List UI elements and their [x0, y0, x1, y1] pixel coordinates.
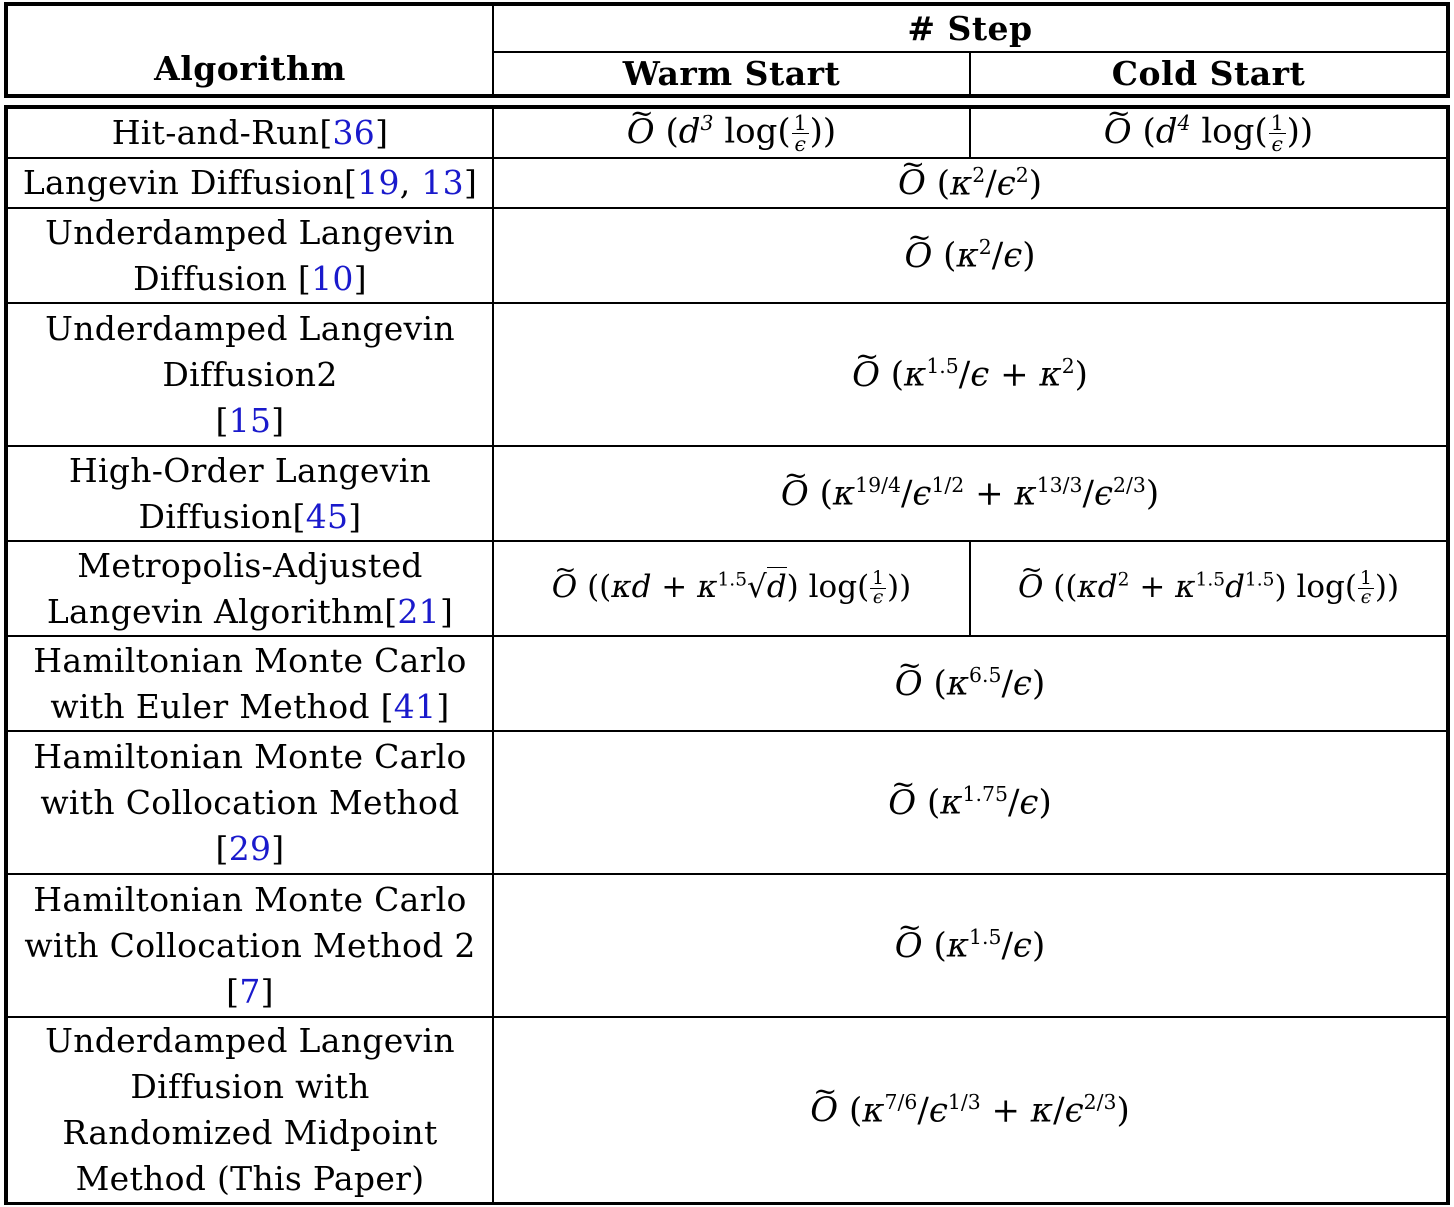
table-body — [4, 105, 1450, 1205]
citation-link[interactable]: 7 — [239, 971, 261, 1011]
table-row — [7, 541, 1447, 636]
citation-link[interactable]: 41 — [393, 686, 437, 726]
step-cell: ~ O $(\kappa^2/\epsilon^2)$ — [493, 158, 1447, 208]
step-cell: ~ O $(\kappa^{1.75}/\epsilon)$ — [493, 731, 1447, 874]
header-step: # Step — [493, 5, 1447, 52]
step-cell: ~ O $(\kappa^{19/4}/\epsilon^{1/2} + \kappa^{13/3}/\epsilon^{2/3})$ — [493, 446, 1447, 541]
algorithm-cell: Hamiltonian Monte Carlo with Euler Method [41] — [7, 636, 493, 731]
algorithm-cell: High-Order Langevin Diffusion[45] — [7, 446, 493, 541]
algorithm-cell: Metropolis-Adjusted Langevin Algorithm[21] — [7, 541, 493, 636]
table-row — [7, 1017, 1447, 1203]
warm-start-cell: ~ O ($(\kappa d + \kappa^{1.5}√d)$ log( $\frac{1}{\epsilon}$ )) — [493, 541, 970, 636]
warm-start-cell: ~ O ($d^3$ log( $\frac{1}{\epsilon}$ )) — [493, 108, 970, 158]
header-algorithm: Algorithm — [7, 5, 493, 95]
table-row — [7, 208, 1447, 303]
table-row — [7, 158, 1447, 208]
step-cell: ~ O $(\kappa^{7/6}/\epsilon^{1/3} + \kappa/\epsilon^{2/3})$ — [493, 1017, 1447, 1203]
header-cold-start: Cold Start — [970, 52, 1447, 95]
citation-link[interactable]: 15 — [228, 400, 272, 440]
table-row — [7, 731, 1447, 874]
citation-link[interactable]: 13 — [421, 163, 464, 202]
citation-link[interactable]: 36 — [332, 113, 376, 152]
algorithm-cell: Hit-and-Run[36] — [7, 108, 493, 158]
step-cell: ~ O $(\kappa^{6.5}/\epsilon)$ — [493, 636, 1447, 731]
table-row — [7, 303, 1447, 446]
algorithm-cell: Hamiltonian Monte Carlo with Collocation Method 2 [7] — [7, 874, 493, 1017]
header-warm-start: Warm Start — [493, 52, 970, 95]
table-row — [7, 874, 1447, 1017]
table-row — [7, 446, 1447, 541]
step-cell: ~ O $(\kappa^{1.5}/\epsilon + \kappa^2)$ — [493, 303, 1447, 446]
cold-start-cell: ~ O ($d^4$ log( $\frac{1}{\epsilon}$ )) — [970, 108, 1447, 158]
citation-link[interactable]: 45 — [305, 496, 349, 536]
citation-link[interactable]: 29 — [228, 828, 272, 868]
citation-link[interactable]: 21 — [397, 591, 440, 631]
algorithm-cell: Hamiltonian Monte Carlo with Collocation Method [29] — [7, 731, 493, 874]
algorithm-cell: Underdamped Langevin Diffusion [10] — [7, 208, 493, 303]
cold-start-cell: ~ O ($(\kappa d^2 + \kappa^{1.5}d^{1.5})$ log( $\frac{1}{\epsilon}$ )) — [970, 541, 1447, 636]
algorithm-cell: Underdamped Langevin Diffusion with Randomized Midpoint Method (This Paper) — [7, 1017, 493, 1203]
table-row — [7, 108, 1447, 158]
algorithm-cell: Langevin Diffusion[19, 13] — [7, 158, 493, 208]
step-cell: ~ O $(\kappa^{1.5}/\epsilon)$ — [493, 874, 1447, 1017]
algorithm-cell: Underdamped Langevin Diffusion2 [15] — [7, 303, 493, 446]
citation-link[interactable]: 10 — [311, 258, 354, 298]
citation-link[interactable]: 19 — [357, 163, 400, 202]
table-header — [4, 2, 1450, 98]
table-row — [7, 636, 1447, 731]
step-cell: ~ O $(\kappa^2/\epsilon)$ — [493, 208, 1447, 303]
